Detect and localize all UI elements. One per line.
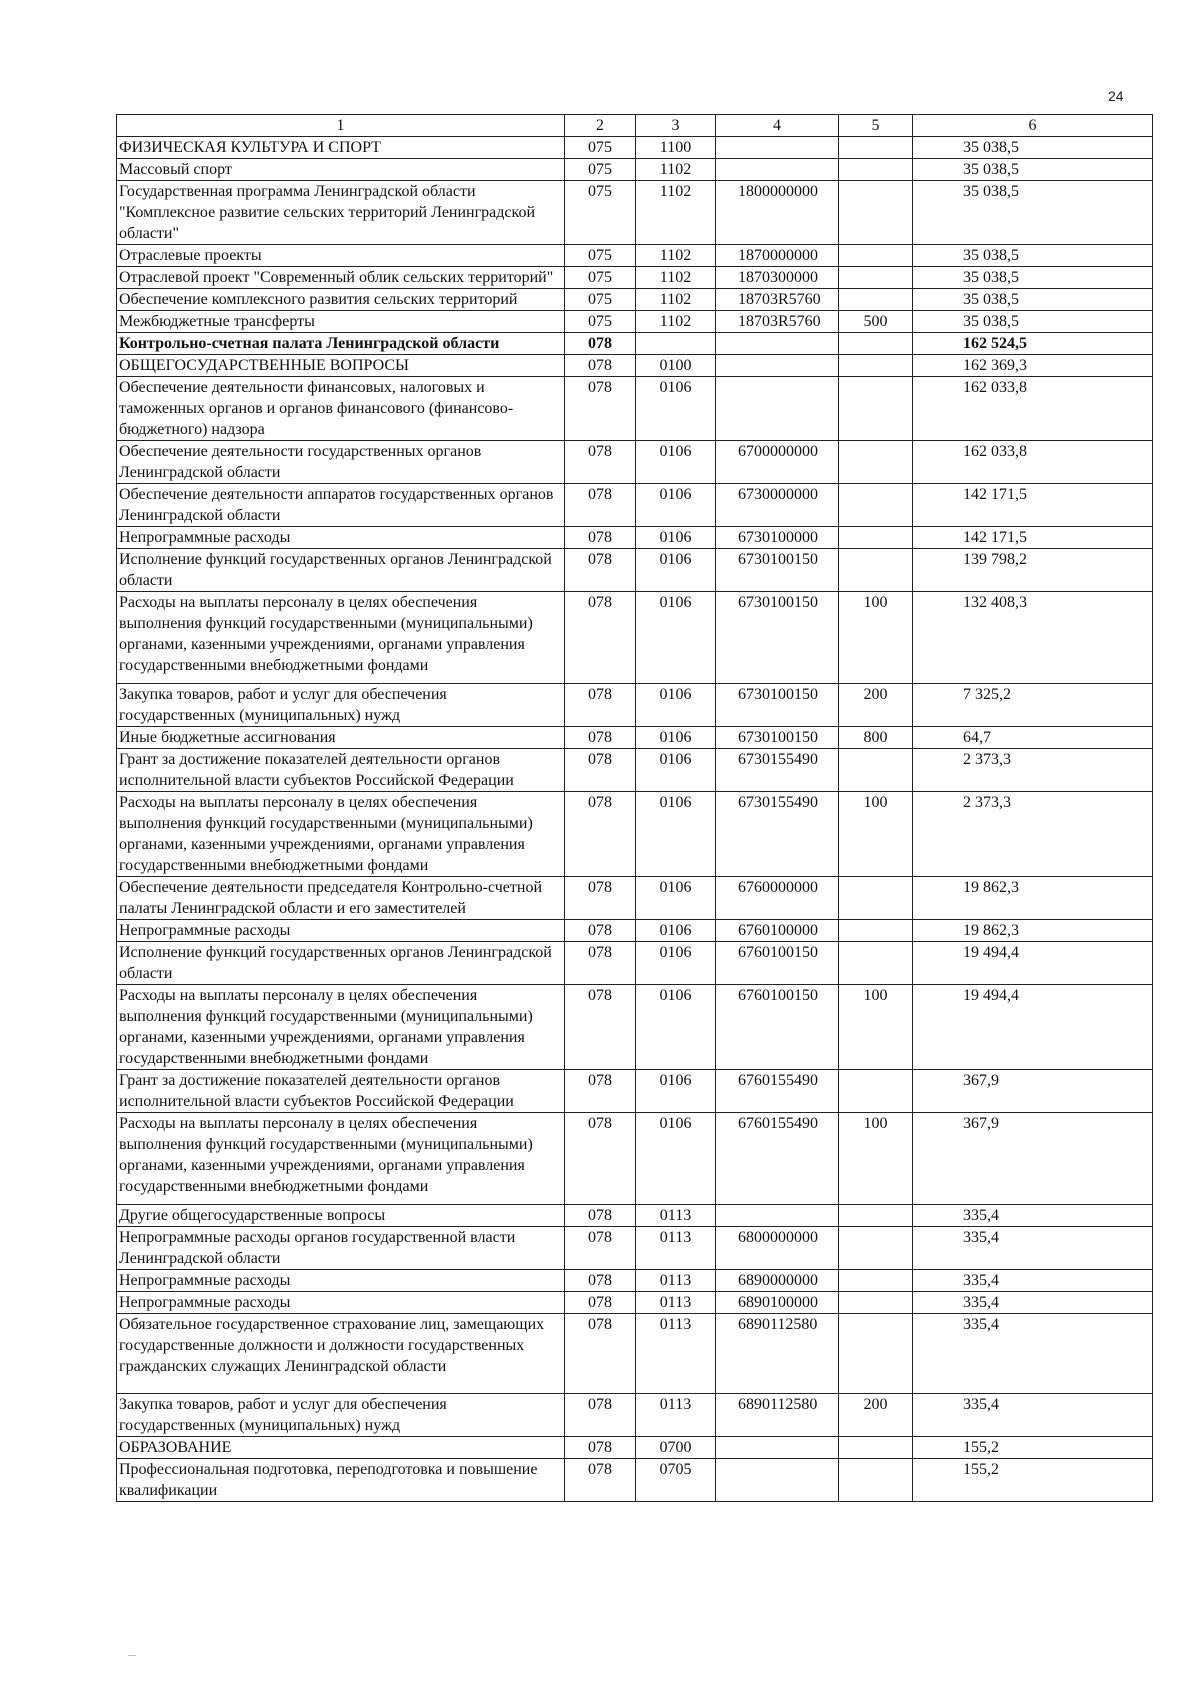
expense-type-code bbox=[839, 484, 913, 527]
table-row bbox=[117, 267, 1153, 289]
page-number: 24 bbox=[1108, 88, 1124, 104]
row-title: ОБРАЗОВАНИЕ bbox=[117, 1437, 565, 1459]
amount: 35 038,5 bbox=[913, 137, 1153, 159]
department-code: 078 bbox=[565, 355, 636, 377]
section-code: 0106 bbox=[636, 749, 716, 792]
expense-type-code: 200 bbox=[839, 684, 913, 727]
section-code: 0106 bbox=[636, 377, 716, 441]
section-code: 0113 bbox=[636, 1314, 716, 1394]
section-code: 0106 bbox=[636, 549, 716, 592]
target-article-code: 6730155490 bbox=[716, 749, 839, 792]
table-row bbox=[117, 181, 1153, 245]
row-title: Закупка товаров, работ и услуг для обеспечения государственных (муниципальных) нужд bbox=[117, 1394, 565, 1437]
target-article-code bbox=[716, 1459, 839, 1502]
amount: 162 033,8 bbox=[913, 377, 1153, 441]
expense-type-code bbox=[839, 1270, 913, 1292]
department-code: 075 bbox=[565, 181, 636, 245]
table-row bbox=[117, 592, 1153, 684]
table-row bbox=[117, 684, 1153, 727]
department-code: 078 bbox=[565, 549, 636, 592]
row-title: Обеспечение комплексного развития сельских территорий bbox=[117, 289, 565, 311]
target-article-code: 1800000000 bbox=[716, 181, 839, 245]
amount: 19 494,4 bbox=[913, 985, 1153, 1070]
amount: 162 033,8 bbox=[913, 441, 1153, 484]
target-article-code: 18703R5760 bbox=[716, 311, 839, 333]
column-number-6: 6 bbox=[913, 115, 1153, 137]
department-code: 075 bbox=[565, 137, 636, 159]
row-title: Непрограммные расходы органов государственной власти Ленинградской области bbox=[117, 1227, 565, 1270]
amount: 335,4 bbox=[913, 1314, 1153, 1394]
expense-type-code bbox=[839, 1314, 913, 1394]
table-row bbox=[117, 355, 1153, 377]
amount: 367,9 bbox=[913, 1113, 1153, 1205]
row-title: Межбюджетные трансферты bbox=[117, 311, 565, 333]
amount: 35 038,5 bbox=[913, 181, 1153, 245]
target-article-code bbox=[716, 137, 839, 159]
expense-type-code bbox=[839, 1205, 913, 1227]
department-code: 075 bbox=[565, 245, 636, 267]
table-row bbox=[117, 484, 1153, 527]
expense-type-code bbox=[839, 549, 913, 592]
expense-type-code: 200 bbox=[839, 1394, 913, 1437]
table-row bbox=[117, 1292, 1153, 1314]
row-title: Обеспечение деятельности председателя Контрольно-счетной палаты Ленинградской области и его заместителей bbox=[117, 877, 565, 920]
department-code: 078 bbox=[565, 1227, 636, 1270]
table-row bbox=[117, 289, 1153, 311]
department-code: 078 bbox=[565, 877, 636, 920]
expense-type-code bbox=[839, 137, 913, 159]
amount: 139 798,2 bbox=[913, 549, 1153, 592]
target-article-code: 6730100150 bbox=[716, 727, 839, 749]
amount: 335,4 bbox=[913, 1292, 1153, 1314]
amount: 335,4 bbox=[913, 1205, 1153, 1227]
section-code: 0113 bbox=[636, 1292, 716, 1314]
table-row bbox=[117, 792, 1153, 877]
section-code: 0113 bbox=[636, 1205, 716, 1227]
target-article-code: 18703R5760 bbox=[716, 289, 839, 311]
row-title: Обеспечение деятельности аппаратов государственных органов Ленинградской области bbox=[117, 484, 565, 527]
row-title: Обеспечение деятельности финансовых, налоговых и таможенных органов и органов финансового (финансово-бюджетного) надзора bbox=[117, 377, 565, 441]
amount: 19 862,3 bbox=[913, 920, 1153, 942]
target-article-code: 6760100150 bbox=[716, 985, 839, 1070]
row-title: Другие общегосударственные вопросы bbox=[117, 1205, 565, 1227]
amount: 142 171,5 bbox=[913, 527, 1153, 549]
table-row bbox=[117, 749, 1153, 792]
budget-table-body bbox=[117, 115, 1153, 1502]
section-code: 0106 bbox=[636, 792, 716, 877]
row-title: Расходы на выплаты персоналу в целях обеспечения выполнения функций государственными (муниципальными) органами, казенными учреждениями, органами управления государственными внебюджетными фондами bbox=[117, 592, 565, 684]
section-code: 1102 bbox=[636, 289, 716, 311]
target-article-code: 6730100000 bbox=[716, 527, 839, 549]
target-article-code: 6730100150 bbox=[716, 549, 839, 592]
expense-type-code: 100 bbox=[839, 592, 913, 684]
table-row bbox=[117, 727, 1153, 749]
department-code: 078 bbox=[565, 1459, 636, 1502]
amount: 335,4 bbox=[913, 1227, 1153, 1270]
target-article-code: 6760155490 bbox=[716, 1070, 839, 1113]
row-title: ФИЗИЧЕСКАЯ КУЛЬТУРА И СПОРТ bbox=[117, 137, 565, 159]
amount: 142 171,5 bbox=[913, 484, 1153, 527]
target-article-code: 6760100150 bbox=[716, 942, 839, 985]
target-article-code: 1870000000 bbox=[716, 245, 839, 267]
section-code: 0700 bbox=[636, 1437, 716, 1459]
expense-type-code bbox=[839, 942, 913, 985]
expense-type-code bbox=[839, 289, 913, 311]
department-code: 078 bbox=[565, 684, 636, 727]
section-code: 0106 bbox=[636, 920, 716, 942]
column-number-4: 4 bbox=[716, 115, 839, 137]
table-row bbox=[117, 1227, 1153, 1270]
row-title: Непрограммные расходы bbox=[117, 527, 565, 549]
row-title: ОБЩЕГОСУДАРСТВЕННЫЕ ВОПРОСЫ bbox=[117, 355, 565, 377]
section-code: 1102 bbox=[636, 159, 716, 181]
target-article-code: 6760000000 bbox=[716, 877, 839, 920]
row-title: Исполнение функций государственных органов Ленинградской области bbox=[117, 942, 565, 985]
expense-type-code bbox=[839, 1437, 913, 1459]
department-code: 078 bbox=[565, 942, 636, 985]
expense-type-code bbox=[839, 1227, 913, 1270]
target-article-code: 6730100150 bbox=[716, 684, 839, 727]
column-number-3: 3 bbox=[636, 115, 716, 137]
department-code: 075 bbox=[565, 289, 636, 311]
expense-type-code bbox=[839, 267, 913, 289]
department-code: 078 bbox=[565, 592, 636, 684]
section-code: 1102 bbox=[636, 311, 716, 333]
amount: 155,2 bbox=[913, 1437, 1153, 1459]
expense-type-code bbox=[839, 1459, 913, 1502]
target-article-code: 6760100000 bbox=[716, 920, 839, 942]
department-code: 078 bbox=[565, 1205, 636, 1227]
table-row bbox=[117, 549, 1153, 592]
department-code: 075 bbox=[565, 311, 636, 333]
amount: 35 038,5 bbox=[913, 289, 1153, 311]
expense-type-code bbox=[839, 877, 913, 920]
section-code: 1102 bbox=[636, 245, 716, 267]
section-code: 0106 bbox=[636, 484, 716, 527]
column-number-row bbox=[117, 115, 1153, 137]
department-code: 075 bbox=[565, 267, 636, 289]
department-code: 078 bbox=[565, 985, 636, 1070]
department-code: 078 bbox=[565, 1292, 636, 1314]
table-row bbox=[117, 1070, 1153, 1113]
row-title: Грант за достижение показателей деятельности органов исполнительной власти субъектов Российской Федерации bbox=[117, 1070, 565, 1113]
expense-type-code bbox=[839, 333, 913, 355]
department-code: 075 bbox=[565, 159, 636, 181]
scan-mark bbox=[128, 1655, 136, 1656]
expense-type-code bbox=[839, 181, 913, 245]
target-article-code: 6890000000 bbox=[716, 1270, 839, 1292]
amount: 7 325,2 bbox=[913, 684, 1153, 727]
budget-table bbox=[116, 114, 1153, 1502]
target-article-code bbox=[716, 333, 839, 355]
target-article-code: 6890100000 bbox=[716, 1292, 839, 1314]
section-code: 0705 bbox=[636, 1459, 716, 1502]
amount: 162 524,5 bbox=[913, 333, 1153, 355]
column-number-1: 1 bbox=[117, 115, 565, 137]
section-code: 1100 bbox=[636, 137, 716, 159]
target-article-code: 6890112580 bbox=[716, 1314, 839, 1394]
target-article-code: 6730000000 bbox=[716, 484, 839, 527]
expense-type-code bbox=[839, 355, 913, 377]
department-code: 078 bbox=[565, 333, 636, 355]
expense-type-code: 500 bbox=[839, 311, 913, 333]
expense-type-code bbox=[839, 1070, 913, 1113]
section-code: 0106 bbox=[636, 985, 716, 1070]
amount: 132 408,3 bbox=[913, 592, 1153, 684]
table-row bbox=[117, 920, 1153, 942]
row-title: Иные бюджетные ассигнования bbox=[117, 727, 565, 749]
amount: 35 038,5 bbox=[913, 245, 1153, 267]
department-code: 078 bbox=[565, 1113, 636, 1205]
section-code: 0106 bbox=[636, 1113, 716, 1205]
section-code: 0113 bbox=[636, 1394, 716, 1437]
expense-type-code bbox=[839, 245, 913, 267]
table-row bbox=[117, 527, 1153, 549]
section-code: 0106 bbox=[636, 877, 716, 920]
table-row bbox=[117, 877, 1153, 920]
table-row bbox=[117, 245, 1153, 267]
table-row bbox=[117, 942, 1153, 985]
target-article-code: 6700000000 bbox=[716, 441, 839, 484]
row-title: Закупка товаров, работ и услуг для обеспечения государственных (муниципальных) нужд bbox=[117, 684, 565, 727]
amount: 2 373,3 bbox=[913, 792, 1153, 877]
amount: 162 369,3 bbox=[913, 355, 1153, 377]
table-row bbox=[117, 311, 1153, 333]
department-code: 078 bbox=[565, 749, 636, 792]
section-code: 1102 bbox=[636, 267, 716, 289]
row-title: Отраслевые проекты bbox=[117, 245, 565, 267]
row-title: Расходы на выплаты персоналу в целях обеспечения выполнения функций государственными (муниципальными) органами, казенными учреждениями, органами управления государственными внебюджетными фондами bbox=[117, 1113, 565, 1205]
row-title: Обеспечение деятельности государственных органов Ленинградской области bbox=[117, 441, 565, 484]
department-code: 078 bbox=[565, 1070, 636, 1113]
table-row bbox=[117, 377, 1153, 441]
department-code: 078 bbox=[565, 920, 636, 942]
target-article-code: 1870300000 bbox=[716, 267, 839, 289]
target-article-code bbox=[716, 159, 839, 181]
table-row bbox=[117, 137, 1153, 159]
expense-type-code bbox=[839, 159, 913, 181]
target-article-code: 6730100150 bbox=[716, 592, 839, 684]
section-code: 0106 bbox=[636, 942, 716, 985]
amount: 335,4 bbox=[913, 1270, 1153, 1292]
amount: 64,7 bbox=[913, 727, 1153, 749]
department-code: 078 bbox=[565, 527, 636, 549]
column-number-2: 2 bbox=[565, 115, 636, 137]
department-code: 078 bbox=[565, 377, 636, 441]
expense-type-code: 100 bbox=[839, 1113, 913, 1205]
row-title: Контрольно-счетная палата Ленинградской области bbox=[117, 333, 565, 355]
section-code: 0113 bbox=[636, 1270, 716, 1292]
expense-type-code bbox=[839, 920, 913, 942]
amount: 19 494,4 bbox=[913, 942, 1153, 985]
row-title: Непрограммные расходы bbox=[117, 1270, 565, 1292]
target-article-code: 6730155490 bbox=[716, 792, 839, 877]
section-code: 0106 bbox=[636, 727, 716, 749]
row-title: Непрограммные расходы bbox=[117, 1292, 565, 1314]
department-code: 078 bbox=[565, 441, 636, 484]
row-title: Государственная программа Ленинградской области "Комплексное развитие сельских территорий Ленинградской области" bbox=[117, 181, 565, 245]
amount: 35 038,5 bbox=[913, 159, 1153, 181]
section-code: 1102 bbox=[636, 181, 716, 245]
table-row bbox=[117, 1437, 1153, 1459]
table-row bbox=[117, 985, 1153, 1070]
department-code: 078 bbox=[565, 792, 636, 877]
expense-type-code: 800 bbox=[839, 727, 913, 749]
department-code: 078 bbox=[565, 1437, 636, 1459]
department-code: 078 bbox=[565, 727, 636, 749]
target-article-code bbox=[716, 1437, 839, 1459]
amount: 335,4 bbox=[913, 1394, 1153, 1437]
section-code: 0106 bbox=[636, 592, 716, 684]
expense-type-code: 100 bbox=[839, 792, 913, 877]
amount: 367,9 bbox=[913, 1070, 1153, 1113]
table-row bbox=[117, 1459, 1153, 1502]
target-article-code bbox=[716, 355, 839, 377]
department-code: 078 bbox=[565, 1314, 636, 1394]
table-row bbox=[117, 1113, 1153, 1205]
expense-type-code bbox=[839, 527, 913, 549]
department-code: 078 bbox=[565, 1394, 636, 1437]
table-row bbox=[117, 333, 1153, 355]
section-code: 0106 bbox=[636, 684, 716, 727]
target-article-code bbox=[716, 377, 839, 441]
department-code: 078 bbox=[565, 1270, 636, 1292]
row-title: Грант за достижение показателей деятельности органов исполнительной власти субъектов Российской Федерации bbox=[117, 749, 565, 792]
target-article-code bbox=[716, 1205, 839, 1227]
amount: 35 038,5 bbox=[913, 311, 1153, 333]
amount: 35 038,5 bbox=[913, 267, 1153, 289]
department-code: 078 bbox=[565, 484, 636, 527]
table-row bbox=[117, 1270, 1153, 1292]
expense-type-code bbox=[839, 1292, 913, 1314]
section-code: 0106 bbox=[636, 527, 716, 549]
table-row bbox=[117, 1394, 1153, 1437]
section-code bbox=[636, 333, 716, 355]
row-title: Исполнение функций государственных органов Ленинградской области bbox=[117, 549, 565, 592]
target-article-code: 6800000000 bbox=[716, 1227, 839, 1270]
row-title: Обязательное государственное страхование лиц, замещающих государственные должности и должности государственных гражданских служащих Ленинградской области bbox=[117, 1314, 565, 1394]
budget-table-container bbox=[116, 114, 1152, 1502]
table-row bbox=[117, 1314, 1153, 1394]
row-title: Массовый спорт bbox=[117, 159, 565, 181]
expense-type-code bbox=[839, 377, 913, 441]
amount: 2 373,3 bbox=[913, 749, 1153, 792]
table-row bbox=[117, 441, 1153, 484]
column-number-5: 5 bbox=[839, 115, 913, 137]
table-row bbox=[117, 1205, 1153, 1227]
expense-type-code bbox=[839, 441, 913, 484]
table-row bbox=[117, 159, 1153, 181]
expense-type-code: 100 bbox=[839, 985, 913, 1070]
amount: 19 862,3 bbox=[913, 877, 1153, 920]
row-title: Расходы на выплаты персоналу в целях обеспечения выполнения функций государственными (муниципальными) органами, казенными учреждениями, органами управления государственными внебюджетными фондами bbox=[117, 792, 565, 877]
amount: 155,2 bbox=[913, 1459, 1153, 1502]
section-code: 0106 bbox=[636, 1070, 716, 1113]
row-title: Профессиональная подготовка, переподготовка и повышение квалификации bbox=[117, 1459, 565, 1502]
section-code: 0113 bbox=[636, 1227, 716, 1270]
row-title: Непрограммные расходы bbox=[117, 920, 565, 942]
target-article-code: 6760155490 bbox=[716, 1113, 839, 1205]
target-article-code: 6890112580 bbox=[716, 1394, 839, 1437]
section-code: 0106 bbox=[636, 441, 716, 484]
row-title: Расходы на выплаты персоналу в целях обеспечения выполнения функций государственными (муниципальными) органами, казенными учреждениями, органами управления государственными внебюджетными фондами bbox=[117, 985, 565, 1070]
expense-type-code bbox=[839, 749, 913, 792]
row-title: Отраслевой проект "Современный облик сельских территорий" bbox=[117, 267, 565, 289]
section-code: 0100 bbox=[636, 355, 716, 377]
